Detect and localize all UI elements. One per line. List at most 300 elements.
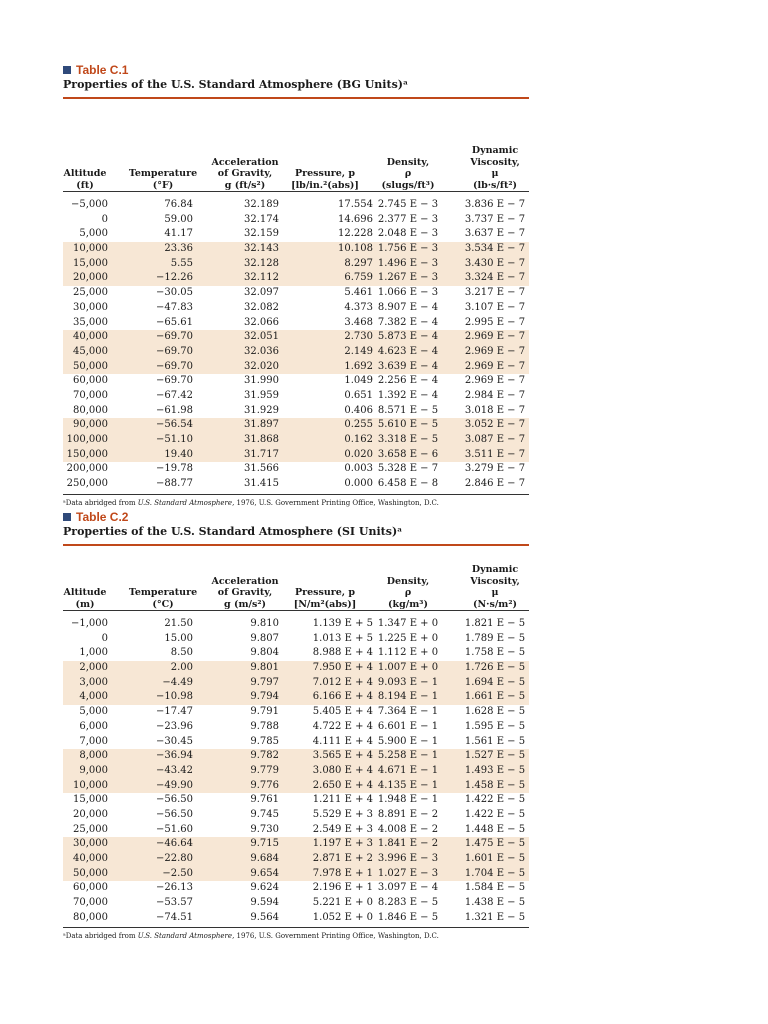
cell-gravity: 9.715	[250, 838, 279, 850]
cell-pressure: 0.020	[344, 448, 373, 460]
cell-density: 1.846 E − 5	[377, 911, 439, 923]
cell-temperature: −43.42	[155, 764, 193, 776]
header-density-line: ρ	[404, 168, 412, 179]
cell-density: 4.623 E − 4	[377, 345, 439, 357]
cell-altitude: 50,000	[73, 360, 108, 372]
cell-gravity: 32.097	[244, 287, 279, 299]
header-viscosity-line: Dynamic	[471, 145, 519, 156]
table-row	[63, 632, 529, 647]
cell-density: 1.392 E − 4	[377, 389, 439, 401]
header-gravity-line: Acceleration	[211, 575, 279, 587]
cell-viscosity: 3.430 E − 7	[464, 257, 526, 269]
cell-altitude: 20,000	[73, 272, 108, 284]
cell-density: 1.948 E − 1	[377, 794, 439, 806]
cell-pressure: 2.650 E + 4	[312, 779, 373, 791]
cell-viscosity: 2.969 E − 7	[464, 345, 526, 357]
table-row	[63, 286, 529, 301]
cell-viscosity: 1.758 E − 5	[464, 647, 526, 659]
cell-altitude: 5,000	[79, 228, 108, 240]
cell-gravity: 32.082	[244, 301, 279, 313]
cell-viscosity: 3.087 E − 7	[464, 434, 526, 445]
cell-altitude: 60,000	[73, 882, 108, 894]
cell-altitude: 3,000	[79, 676, 108, 688]
cell-viscosity: 1.821 E − 5	[464, 618, 526, 629]
cell-viscosity: 2.969 E − 7	[464, 360, 526, 372]
header-gravity-line: Acceleration	[211, 156, 279, 168]
table-row	[63, 360, 529, 375]
table-c1-caption: Properties of the U.S. Standard Atmosphere (BG Units)ᵃ	[63, 78, 409, 91]
header-temperature-line: Temperature	[128, 587, 198, 598]
cell-density: 3.097 E − 4	[377, 882, 439, 894]
cell-altitude: 45,000	[73, 345, 108, 357]
header-gravity-line: of Gravity,	[217, 168, 273, 179]
cell-pressure: 2.149	[344, 345, 373, 357]
cell-temperature: −56.54	[155, 419, 193, 431]
header-pressure-line: Pressure, p	[294, 587, 356, 598]
table-c1	[63, 63, 529, 507]
cell-temperature: −30.45	[155, 735, 193, 747]
cell-altitude: 10,000	[73, 779, 108, 791]
footnote-suffix: , 1976, U.S. Government Printing Office, Washington, D.C.	[232, 932, 439, 941]
cell-viscosity: 1.321 E − 5	[464, 911, 526, 923]
cell-altitude: 6,000	[79, 720, 108, 732]
table-row	[63, 374, 529, 389]
cell-density: 2.377 E − 3	[377, 213, 439, 225]
cell-gravity: 9.785	[250, 735, 279, 747]
cell-gravity: 31.415	[244, 478, 279, 490]
table-row	[63, 837, 529, 852]
cell-gravity: 31.959	[244, 389, 279, 401]
cell-gravity: 9.684	[250, 853, 279, 864]
table-row	[63, 418, 529, 433]
table-c1-title-text: Table C.1	[76, 63, 129, 77]
cell-density: 1.496 E − 3	[377, 257, 439, 269]
cell-altitude: 80,000	[73, 911, 108, 923]
cell-viscosity: 1.527 E − 5	[464, 750, 526, 762]
cell-viscosity: 3.052 E − 7	[464, 419, 526, 431]
cell-density: 3.639 E − 4	[377, 360, 439, 372]
table-c2	[63, 510, 529, 940]
table-row	[63, 257, 529, 272]
cell-density: 4.671 E − 1	[377, 764, 439, 776]
table-row	[63, 867, 529, 882]
cell-altitude: 15,000	[73, 257, 108, 269]
cell-density: 7.382 E − 4	[377, 316, 439, 328]
cell-temperature: −61.98	[155, 404, 193, 416]
cell-temperature: 76.84	[164, 199, 193, 210]
cell-viscosity: 1.438 E − 5	[464, 897, 526, 909]
table-row	[63, 448, 529, 463]
cell-pressure: 1.211 E + 4	[312, 794, 373, 806]
cell-altitude: 0	[101, 632, 108, 644]
cell-pressure: 1.013 E + 5	[312, 632, 373, 644]
header-viscosity-line: (N·s/m²)	[472, 598, 517, 610]
cell-viscosity: 1.422 E − 5	[464, 794, 526, 806]
cell-temperature: −12.26	[155, 272, 193, 284]
header-viscosity-line: Viscosity,	[470, 156, 520, 168]
cell-viscosity: 1.726 E − 5	[464, 662, 526, 674]
cell-altitude: 15,000	[73, 794, 108, 806]
cell-density: 3.658 E − 6	[377, 448, 439, 460]
cell-viscosity: 1.661 E − 5	[464, 691, 526, 703]
header-density-line: ρ	[404, 587, 412, 598]
header-viscosity-line: μ	[491, 168, 499, 179]
cell-viscosity: 1.628 E − 5	[464, 706, 526, 718]
table-c1-body	[63, 198, 529, 492]
cell-temperature: −22.80	[155, 853, 193, 864]
cell-density: 1.066 E − 3	[377, 287, 439, 299]
table-row	[63, 301, 529, 316]
cell-viscosity: 3.018 E − 7	[464, 404, 526, 416]
cell-pressure: 2.549 E + 3	[312, 823, 373, 835]
cell-altitude: 40,000	[73, 331, 108, 343]
cell-altitude: 30,000	[73, 301, 108, 313]
cell-pressure: 3.468	[344, 316, 373, 328]
table-c2-body	[63, 617, 529, 925]
cell-pressure: 4.111 E + 4	[312, 735, 373, 747]
cell-pressure: 3.080 E + 4	[312, 764, 373, 776]
cell-temperature: −47.83	[155, 301, 193, 313]
cell-altitude: 25,000	[73, 287, 108, 299]
cell-density: 5.610 E − 5	[377, 419, 439, 431]
cell-temperature: −56.50	[155, 808, 193, 820]
table-row	[63, 793, 529, 808]
header-viscosity	[449, 564, 541, 610]
cell-altitude: 20,000	[73, 808, 108, 820]
cell-pressure: 7.978 E + 1	[312, 867, 373, 879]
cell-density: 5.873 E − 4	[377, 331, 439, 343]
cell-temperature: −74.51	[155, 911, 193, 923]
cell-pressure: 17.554	[338, 199, 373, 210]
cell-gravity: 32.159	[244, 228, 279, 240]
cell-altitude: 0	[101, 213, 108, 225]
cell-temperature: −69.70	[155, 331, 193, 343]
cell-pressure: 0.406	[344, 404, 373, 416]
cell-temperature: 15.00	[164, 632, 193, 644]
cell-temperature: −30.05	[155, 287, 193, 299]
cell-pressure: 1.692	[344, 360, 373, 372]
cell-gravity: 9.794	[250, 691, 279, 703]
cell-pressure: 4.373	[344, 301, 373, 313]
cell-density: 1.007 E + 0	[377, 662, 439, 674]
cell-pressure: 7.950 E + 4	[312, 662, 373, 674]
header-altitude-line: Altitude	[63, 587, 107, 598]
cell-pressure: 6.759	[344, 272, 373, 284]
cell-gravity: 31.868	[244, 434, 279, 445]
header-gravity-line: g (m/s²)	[224, 598, 266, 610]
cell-gravity: 31.929	[244, 404, 279, 416]
table-row	[63, 617, 529, 632]
table-row	[63, 735, 529, 750]
header-viscosity-line: μ	[491, 587, 499, 598]
header-temperature-line: Temperature	[128, 168, 198, 179]
header-gravity-line: g (ft/s²)	[224, 179, 266, 191]
cell-density: 5.900 E − 1	[377, 735, 439, 747]
cell-pressure: 2.871 E + 2	[312, 853, 373, 864]
cell-temperature: 2.00	[170, 662, 193, 674]
table-c2-title	[63, 510, 529, 524]
table-row	[63, 433, 529, 448]
cell-temperature: −69.70	[155, 360, 193, 372]
cell-temperature: −65.61	[155, 316, 193, 328]
table-row	[63, 462, 529, 477]
cell-pressure: 1.049	[344, 375, 373, 387]
cell-pressure: 5.405 E + 4	[312, 706, 373, 718]
cell-viscosity: 1.561 E − 5	[464, 735, 526, 747]
cell-altitude: 100,000	[66, 434, 108, 445]
cell-viscosity: 2.984 E − 7	[464, 389, 526, 401]
cell-pressure: 0.000	[344, 478, 373, 490]
cell-temperature: −67.42	[155, 389, 193, 401]
header-temperature-line: (°C)	[152, 598, 174, 610]
cell-density: 8.907 E − 4	[377, 301, 439, 313]
cell-gravity: 9.776	[250, 779, 279, 791]
cell-density: 4.135 E − 1	[377, 779, 439, 791]
cell-density: 3.996 E − 3	[377, 853, 439, 864]
header-viscosity	[449, 145, 541, 191]
cell-density: 1.841 E − 2	[377, 838, 439, 850]
header-viscosity-line: Dynamic	[471, 564, 519, 575]
cell-density: 1.347 E + 0	[377, 618, 439, 629]
cell-gravity: 9.745	[250, 808, 279, 820]
table-square-icon	[63, 513, 71, 521]
header-pressure-line: [lb/in.²(abs)]	[291, 179, 359, 191]
cell-altitude: −5,000	[70, 199, 108, 210]
table-row	[63, 779, 529, 794]
cell-altitude: 50,000	[73, 867, 108, 879]
cell-pressure: 5.461	[344, 287, 373, 299]
cell-viscosity: 2.846 E − 7	[464, 478, 526, 490]
table-row	[63, 881, 529, 896]
cell-temperature: 5.55	[170, 257, 193, 269]
footnote-source: U.S. Standard Atmosphere	[137, 932, 233, 941]
cell-viscosity: 3.107 E − 7	[464, 301, 526, 313]
cell-viscosity: 1.595 E − 5	[464, 720, 526, 732]
cell-viscosity: 1.422 E − 5	[464, 808, 526, 820]
header-pressure	[279, 587, 371, 610]
cell-altitude: 40,000	[73, 853, 108, 864]
cell-density: 2.048 E − 3	[377, 228, 439, 240]
cell-gravity: 9.788	[250, 720, 279, 732]
cell-altitude: 9,000	[79, 764, 108, 776]
cell-altitude: 60,000	[73, 375, 108, 387]
cell-density: 8.891 E − 2	[377, 808, 439, 820]
cell-density: 5.328 E − 7	[377, 463, 439, 475]
table-row	[63, 749, 529, 764]
cell-pressure: 5.221 E + 0	[312, 897, 373, 909]
cell-pressure: 2.730	[344, 331, 373, 343]
cell-viscosity: 3.217 E − 7	[464, 287, 526, 299]
cell-density: 4.008 E − 2	[377, 823, 439, 835]
table-c1-bottom-rule	[63, 494, 529, 495]
cell-pressure: 0.651	[344, 389, 373, 401]
header-altitude-line: Altitude	[63, 168, 107, 179]
cell-viscosity: 1.584 E − 5	[464, 882, 526, 894]
cell-temperature: 19.40	[164, 448, 193, 460]
cell-viscosity: 1.458 E − 5	[464, 779, 526, 791]
cell-viscosity: 2.969 E − 7	[464, 331, 526, 343]
table-c2-title-text: Table C.2	[76, 510, 129, 524]
cell-pressure: 8.297	[344, 257, 373, 269]
table-row	[63, 661, 529, 676]
table-row	[63, 477, 529, 492]
cell-temperature: −69.70	[155, 375, 193, 387]
cell-pressure: 5.529 E + 3	[312, 808, 373, 820]
cell-gravity: 31.990	[244, 375, 279, 387]
cell-temperature: −51.10	[155, 434, 193, 445]
cell-viscosity: 3.511 E − 7	[464, 448, 526, 460]
header-pressure-line: [N/m²(abs)]	[293, 598, 357, 610]
cell-viscosity: 3.737 E − 7	[464, 213, 526, 225]
table-c2-caption: Properties of the U.S. Standard Atmosphere (SI Units)ᵃ	[63, 525, 403, 538]
cell-pressure: 0.162	[344, 434, 373, 445]
cell-density: 9.093 E − 1	[377, 676, 439, 688]
cell-pressure: 14.696	[338, 213, 373, 225]
cell-gravity: 9.654	[250, 867, 279, 879]
cell-altitude: 80,000	[73, 404, 108, 416]
table-c2-header	[63, 546, 529, 610]
cell-viscosity: 1.704 E − 5	[464, 867, 526, 879]
cell-gravity: 32.174	[244, 213, 279, 225]
table-row	[63, 316, 529, 331]
table-c1-header	[63, 99, 529, 191]
cell-gravity: 9.810	[250, 618, 279, 629]
cell-gravity: 9.779	[250, 764, 279, 776]
cell-density: 8.194 E − 1	[377, 691, 439, 703]
cell-density: 8.571 E − 5	[377, 404, 439, 416]
header-density-line: Density,	[386, 156, 430, 168]
header-pressure	[279, 168, 371, 191]
cell-density: 1.027 E − 3	[377, 867, 439, 879]
cell-temperature: −10.98	[155, 691, 193, 703]
header-gravity-line: of Gravity,	[217, 587, 273, 598]
cell-temperature: −4.49	[162, 676, 193, 688]
cell-pressure: 7.012 E + 4	[312, 676, 373, 688]
cell-gravity: 9.797	[250, 676, 279, 688]
cell-temperature: −19.78	[155, 463, 193, 475]
cell-gravity: 9.594	[250, 897, 279, 909]
header-density	[362, 157, 454, 192]
cell-pressure: 3.565 E + 4	[312, 750, 373, 762]
cell-altitude: 8,000	[79, 750, 108, 762]
cell-temperature: −26.13	[155, 882, 193, 894]
table-row	[63, 823, 529, 838]
cell-altitude: 90,000	[73, 419, 108, 431]
header-altitude-line: (ft)	[76, 179, 94, 191]
cell-gravity: 9.804	[250, 647, 279, 659]
table-row	[63, 852, 529, 867]
cell-altitude: 10,000	[73, 243, 108, 255]
header-density-line: (kg/m³)	[388, 598, 428, 610]
cell-altitude: 4,000	[79, 691, 108, 703]
cell-gravity: 32.036	[244, 345, 279, 357]
table-c2-header-rule	[63, 610, 529, 611]
cell-temperature: −23.96	[155, 720, 193, 732]
cell-altitude: 7,000	[79, 735, 108, 747]
cell-pressure: 8.988 E + 4	[312, 647, 373, 659]
cell-density: 6.458 E − 8	[377, 478, 439, 490]
cell-pressure: 4.722 E + 4	[312, 720, 373, 732]
table-row	[63, 389, 529, 404]
cell-altitude: 35,000	[73, 316, 108, 328]
header-density-line: (slugs/ft³)	[381, 179, 435, 191]
cell-temperature: 21.50	[164, 618, 193, 629]
cell-density: 2.256 E − 4	[377, 375, 439, 387]
footnote-prefix: ᵃData abridged from	[63, 498, 138, 507]
cell-temperature: 23.36	[164, 243, 193, 255]
cell-pressure: 2.196 E + 1	[312, 882, 373, 894]
cell-gravity: 9.791	[250, 706, 279, 718]
cell-temperature: 41.17	[164, 228, 193, 240]
footnote-source: U.S. Standard Atmosphere	[137, 498, 233, 507]
cell-viscosity: 3.637 E − 7	[464, 228, 526, 240]
cell-temperature: −2.50	[162, 867, 193, 879]
cell-viscosity: 2.969 E − 7	[464, 375, 526, 387]
cell-gravity: 31.717	[244, 448, 279, 460]
cell-altitude: 200,000	[66, 463, 108, 475]
table-c2-footnote	[63, 932, 529, 940]
table-row	[63, 213, 529, 228]
footnote-suffix: , 1976, U.S. Government Printing Office, Washington, D.C.	[232, 498, 439, 507]
cell-gravity: 32.066	[244, 316, 279, 328]
cell-density: 3.318 E − 5	[377, 434, 439, 445]
cell-viscosity: 3.836 E − 7	[464, 199, 526, 210]
cell-pressure: 10.108	[338, 243, 373, 255]
cell-gravity: 32.051	[244, 331, 279, 343]
header-pressure-line: Pressure, p	[294, 168, 356, 179]
cell-density: 7.364 E − 1	[377, 706, 439, 718]
table-c1-header-rule	[63, 191, 529, 192]
cell-gravity: 32.128	[244, 257, 279, 269]
cell-viscosity: 2.995 E − 7	[464, 316, 526, 328]
header-density-line: Density,	[386, 575, 430, 587]
table-c2-bottom-rule	[63, 927, 529, 928]
header-viscosity-line: Viscosity,	[470, 575, 520, 587]
table-row	[63, 227, 529, 242]
cell-altitude: 70,000	[73, 389, 108, 401]
table-square-icon	[63, 66, 71, 74]
header-gravity	[199, 157, 291, 192]
cell-altitude: 70,000	[73, 897, 108, 909]
cell-density: 5.258 E − 1	[377, 750, 439, 762]
cell-gravity: 9.782	[250, 750, 279, 762]
cell-altitude: 30,000	[73, 838, 108, 850]
cell-altitude: 1,000	[79, 647, 108, 659]
table-row	[63, 676, 529, 691]
cell-pressure: 1.139 E + 5	[312, 618, 373, 629]
table-row	[63, 330, 529, 345]
cell-temperature: 59.00	[164, 213, 193, 225]
cell-density: 8.283 E − 5	[377, 897, 439, 909]
table-row	[63, 720, 529, 735]
cell-viscosity: 1.694 E − 5	[464, 676, 526, 688]
header-temperature	[117, 587, 209, 610]
cell-density: 1.112 E + 0	[377, 647, 439, 659]
cell-density: 1.267 E − 3	[377, 272, 439, 284]
cell-gravity: 32.143	[244, 243, 279, 255]
footnote-prefix: ᵃData abridged from	[63, 932, 138, 941]
table-row	[63, 646, 529, 661]
cell-viscosity: 1.475 E − 5	[464, 838, 526, 850]
cell-temperature: −36.94	[155, 750, 193, 762]
cell-viscosity: 1.448 E − 5	[464, 823, 526, 835]
table-row	[63, 242, 529, 257]
cell-altitude: 250,000	[66, 478, 108, 490]
table-row	[63, 271, 529, 286]
cell-temperature: −17.47	[155, 706, 193, 718]
cell-gravity: 9.564	[250, 911, 279, 923]
table-row	[63, 345, 529, 360]
